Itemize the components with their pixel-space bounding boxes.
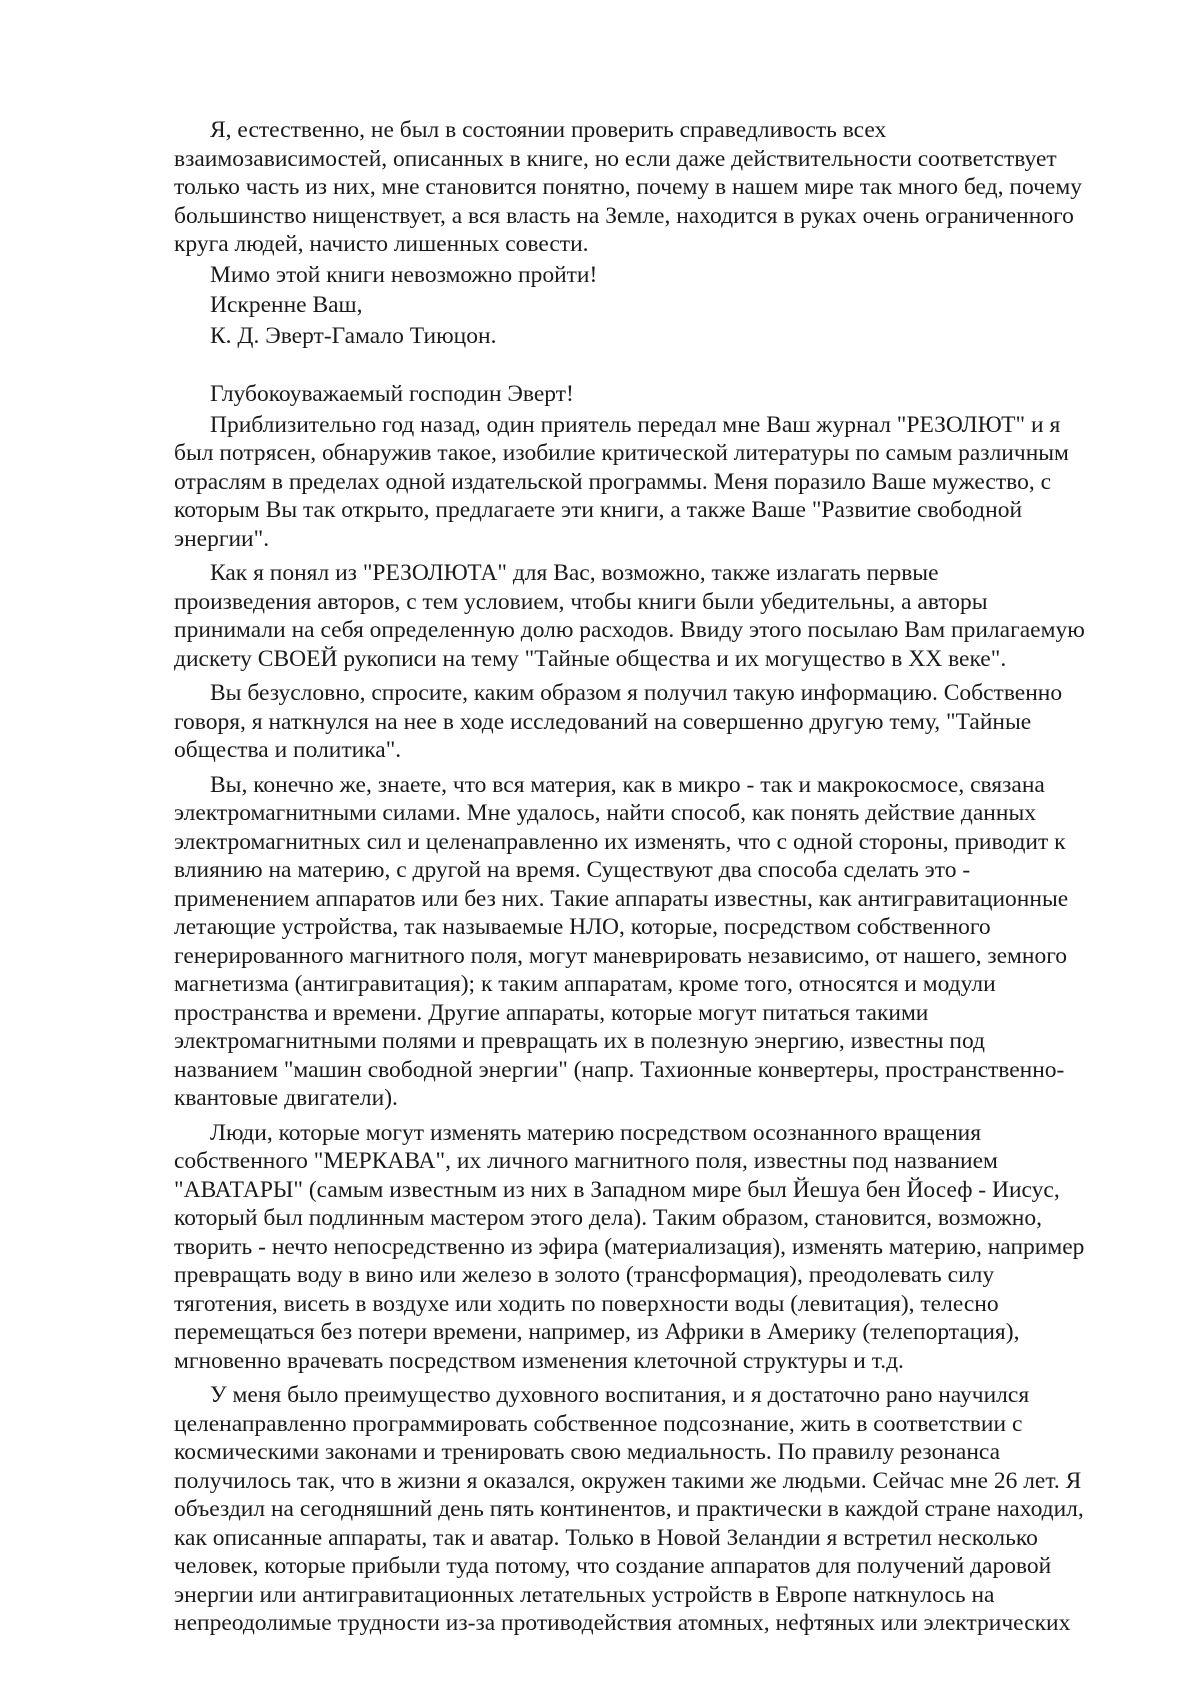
blank-line: [174, 352, 1134, 380]
paragraph-7: [174, 559, 1134, 673]
text-line: энергии".: [174, 525, 270, 552]
text-line: применением аппаратов или без них. Такие аппараты известны, как антигравитационные: [174, 885, 1069, 912]
text-line: магнетизма (антигравитация); к таким аппаратам, кроме того, относятся и модули: [174, 971, 996, 997]
text-line: космическими законами и тренировать свою медиальность. По правилу резонанса: [174, 1439, 1001, 1465]
document-body: [174, 116, 1134, 1644]
text-line: квантовые двигатели).: [174, 1085, 398, 1111]
text-line: мгновенно врачевать посредством изменения клеточной структуры и т.д.: [174, 1347, 904, 1374]
text-line: влиянию на материю, с другой на время. Существуют два способа сделать это -: [174, 857, 971, 883]
paragraph-1: [174, 116, 1134, 259]
text-line: дискету СВОЕЙ рукописи на тему "Тайные общества и их могущество в ХХ веке".: [174, 645, 1007, 672]
paragraph-6: [174, 411, 1134, 554]
text-line: взаимозависимостей, описанных в книге, но если даже действительности соответствует: [174, 145, 1057, 172]
text-line: Глубокоуважаемый господин Эверт!: [210, 381, 574, 407]
text-line: Искренне Ваш,: [210, 292, 363, 318]
text-line: генерированного магнитного поля, могут маневрировать независимо, от нашего, земного: [174, 942, 1068, 969]
text-line: названием "машин свободной энергии" (напр. Тахионные конвертеры, пространственно-: [174, 1056, 1065, 1083]
text-line: электромагнитными силами. Мне удалось, найти способ, как понять действие данных: [174, 800, 1036, 826]
text-line: большинство нищенствует, а вся власть на Земле, находится в руках очень ограниченного: [174, 202, 1074, 229]
text-line: творить - нечто непосредственно из эфира (материализация), изменять материю, например: [174, 1233, 1085, 1260]
text-line: только часть из них, мне становится понятно, почему в нашем мире так много бед, почему: [174, 174, 1082, 200]
text-line: К. Д. Эверт-Гамало Тиюцон.: [210, 322, 497, 349]
text-line: которым Вы так открыто, предлагаете эти книги, а также Ваше "Развитие свободной: [174, 497, 1023, 523]
text-line: целенаправленно программировать собственное подсознание, жить в соответствии с: [174, 1410, 1023, 1437]
paragraph-8: [174, 679, 1134, 765]
text-line: Мимо этой книги невозможно пройти!: [210, 261, 598, 288]
text-line: произведения авторов, с тем условием, чтобы книги были убедительны, а авторы: [174, 588, 988, 615]
text-line: Приблизительно год назад, один приятель передал мне Ваш журнал "РЕЗОЛЮТ" и я: [210, 411, 1061, 438]
text-line: собственного "МЕРКАВА", их личного магнитного поля, известны под названием: [174, 1148, 998, 1174]
paragraph-2: [174, 261, 1134, 290]
paragraph-11: [174, 1381, 1134, 1638]
text-line: получилось так, что в жизни я оказался, окружен такими же людьми. Сейчас мне 26 лет. Я: [174, 1467, 1082, 1494]
text-line: принимали на себя определенную долю расходов. Ввиду этого посылаю Вам прилагаемую: [174, 617, 1085, 643]
text-line: отраслям в пределах одной издательской программы. Меня поразило Ваше мужество, с: [174, 468, 1051, 495]
text-line: пространства и времени. Другие аппараты, которые могут питаться такими: [174, 999, 929, 1026]
text-line: электромагнитными полями и превращать их в полезную энергию, известны под: [174, 1028, 985, 1054]
text-line: Вы безусловно, спросите, каким образом я получил такую информацию. Собственно: [210, 680, 1063, 706]
paragraph-10: [174, 1119, 1134, 1376]
text-line: непреодолимые трудности из-за противодействия атомных, нефтяных или электрических: [174, 1610, 1071, 1636]
text-line: У меня было преимущество духовного воспитания, и я достаточно рано научился: [210, 1382, 1030, 1408]
text-line: Люди, которые могут изменять материю посредством осознанного вращения: [210, 1119, 982, 1146]
signature-name: [174, 322, 1134, 351]
paragraph-9: [174, 771, 1134, 1113]
text-line: превращать воду в вино или железо в золото (трансформация), преодолевать силу: [174, 1262, 995, 1288]
text-line: круга людей, начисто лишенных совести.: [174, 231, 589, 257]
text-line: объездил на сегодняшний день пять континентов, и практически в каждой стране находил,: [174, 1496, 1084, 1522]
text-line: общества и политика".: [174, 737, 402, 763]
text-line: говоря, я наткнулся на нее в ходе исследований на совершенно другую тему, "Тайные: [174, 708, 1032, 735]
text-line: электромагнитных сил и целенаправленно их изменять, что с одной стороны, приводит к: [174, 828, 1066, 855]
text-line: был потрясен, обнаружив такое, изобилие критической литературы по самым различным: [174, 440, 1069, 466]
text-line: человек, которые прибыли туда потому, что создание аппаратов для получений даровой: [174, 1553, 1052, 1579]
text-line: который был подлинным мастером этого дела). Таким образом, становится, возможно,: [174, 1205, 1042, 1231]
signature-closing: [174, 291, 1134, 320]
text-line: перемещаться без потери времени, например, из Африки в Америку (телепортация),: [174, 1319, 1020, 1345]
text-line: Вы, конечно же, знаете, что вся материя, как в микро - так и макрокосмосе, связана: [210, 771, 1045, 798]
text-line: "АВАТАРЫ" (самым известным из них в Западном мире был Йешуа бен Йосеф - Иисус,: [174, 1176, 1060, 1203]
text-line: энергии или антигравитационных летательных устройств в Европе наткнулось на: [174, 1581, 995, 1608]
letter-salutation: [174, 380, 1134, 409]
text-line: Как я понял из "РЕЗОЛЮТА" для Вас, возможно, также излагать первые: [210, 560, 939, 586]
text-line: тяготения, висеть в воздухе или ходить по поверхности воды (левитация), телесно: [174, 1290, 999, 1317]
text-line: как описанные аппараты, так и аватар. Только в Новой Зеландии я встретил несколько: [174, 1524, 1038, 1551]
text-line: летающие устройства, так называемые НЛО, которые, посредством собственного: [174, 914, 991, 940]
text-line: Я, естественно, не был в состоянии проверить справедливость всех: [210, 117, 887, 143]
